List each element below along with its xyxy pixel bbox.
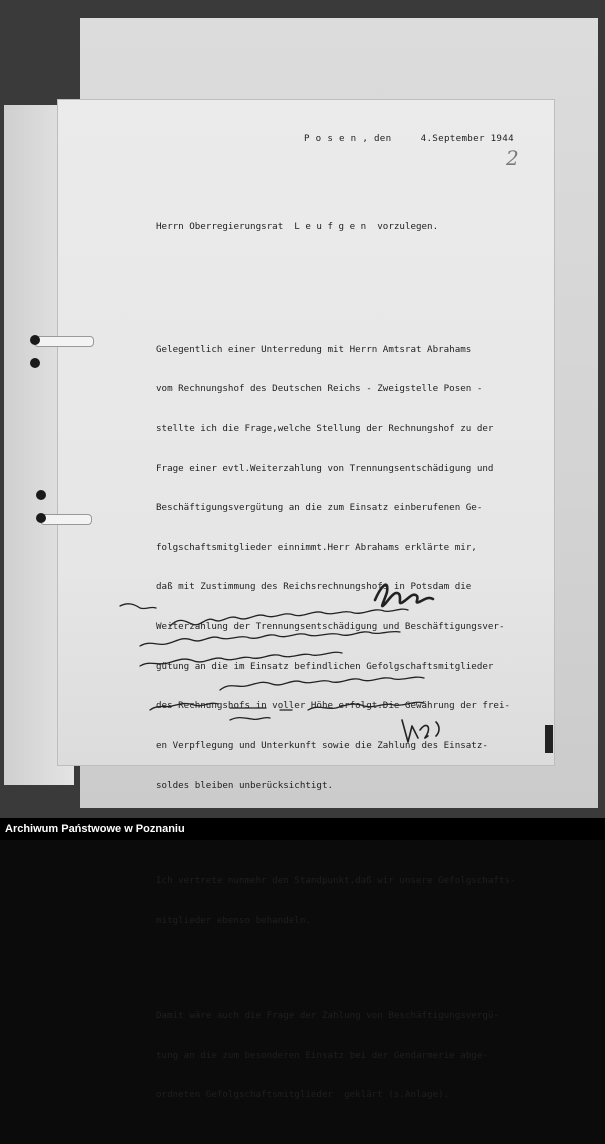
punch-hole	[36, 513, 46, 523]
paragraph	[156, 983, 516, 1128]
text-line: en Verpflegung und Unterkunft sowie die Zahlung des Einsatz-	[156, 739, 488, 751]
punch-hole	[30, 335, 40, 345]
binder-band-top	[34, 336, 94, 347]
text-line: daß mit Zustimmung des Reichsrechnungshofs in Potsdam die	[156, 581, 472, 593]
signature	[375, 585, 433, 606]
punch-hole	[30, 358, 40, 368]
initials	[402, 720, 439, 742]
handwritten-note-line	[150, 702, 424, 720]
edge-mark	[545, 725, 553, 753]
text-line: ordneten Gefolgschaftsmitglieder geklärt (s.Anlage).	[156, 1089, 450, 1101]
text-line: Gelegentlich einer Unterredung mit Herrn Amtsrat Abrahams	[156, 343, 472, 355]
punch-hole	[36, 490, 46, 500]
text-line: tung an die zum besonderen Einsatz bei der Gendarmerie abge-	[156, 1049, 488, 1061]
text-line: Weiterzahlung der Trennungsentschädigung und Beschäftigungsver-	[156, 621, 505, 633]
handwritten-note-line	[140, 652, 342, 666]
handwritten-note-line	[220, 677, 424, 690]
dateline: P o s e n , den 4.September 1944	[304, 133, 514, 144]
text-line: gütung an die im Einsatz befindlichen Gefolgschaftsmitglieder	[156, 660, 494, 672]
text-line: soldes bleiben unberücksichtigt.	[156, 779, 334, 791]
text-line: Damit wäre auch die Frage der Zahlung von Beschäftigungsvergü-	[156, 1009, 499, 1021]
addressee-line: Herrn Oberregierungsrat L e u f g e n vorzulegen.	[156, 221, 439, 232]
text-line: des Rechnungshofs in voller Höhe erfolgt.Die Gewährung der frei-	[156, 700, 511, 712]
text-line: Frage einer evtl.Weiterzahlung von Trennungsentschädigung und	[156, 462, 494, 474]
binder-band-bottom	[40, 514, 92, 525]
text-line: Beschäftigungsvergütung an die zum Einsatz einberufenen Ge-	[156, 502, 483, 514]
handwritten-note-line	[120, 604, 156, 609]
paragraph	[156, 848, 516, 954]
handwritten-note-line	[170, 609, 408, 626]
text-line: folgschaftsmitglieder einnimmt.Herr Abrahams erklärte mir,	[156, 541, 477, 553]
text-line: mitglieder ebenso behandeln.	[156, 914, 311, 926]
text-line: stellte ich die Frage,welche Stellung der Rechnungshof zu der	[156, 423, 494, 435]
page-number: 2	[506, 146, 519, 170]
text-line: vom Rechnungshof des Deutschen Reichs - Zweigstelle Posen -	[156, 383, 483, 395]
handwritten-annotations	[80, 560, 560, 760]
archive-footer: Archiwum Państwowe w Poznaniu	[0, 818, 605, 840]
text-line: Ich vertrete nunmehr den Standpunkt,daß wir unsere Gefolgschafts-	[156, 874, 516, 886]
handwritten-note-line	[140, 632, 400, 646]
